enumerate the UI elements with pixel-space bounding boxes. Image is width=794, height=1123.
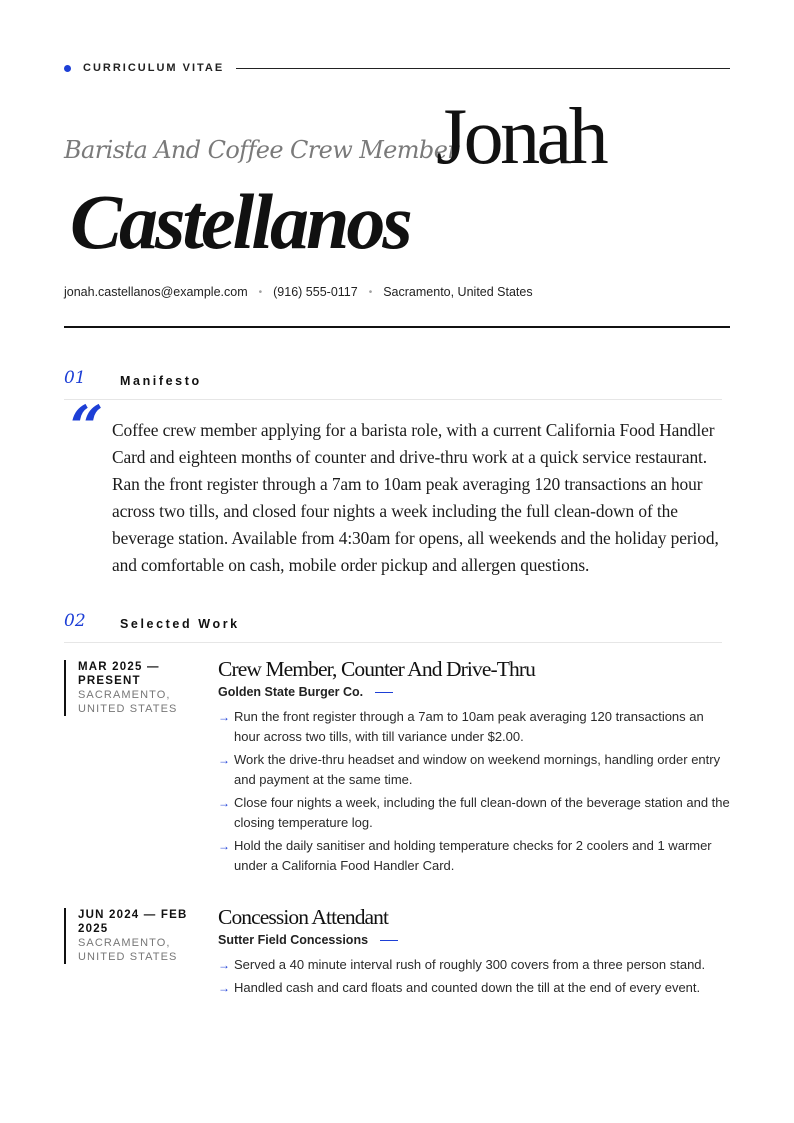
job-title: Crew Member, Counter And Drive-Thru [218, 657, 535, 681]
company-name: Golden State Burger Co. [218, 685, 364, 699]
list-item [218, 750, 733, 790]
bullet-text: Hold the daily sanitiser and holding temperature checks for 2 coolers and 1 warmer under a California Food Handler Card. [234, 838, 712, 873]
manifesto-text: Coffee crew member applying for a barista role, with a current California Food Handler Card and eighteen months of counter and drive-thru work at a quick service restaurant. Ran the front register through a 7am to 10am peak averaging 120 transactions an hour across two tills, and closed four nights a week including the full clean-down of the beverage station. Available from 4:30am for opens, all weekends and the holiday period, and comfortable on cash, mobile order pickup and allergen questions. [112, 420, 719, 575]
job-title: Concession Attendant [218, 905, 389, 929]
job-bullets [218, 707, 733, 876]
document-eyebrow [64, 61, 730, 75]
arrow-right-icon: → [218, 753, 230, 767]
role-title: Barista And Coffee Crew Member [64, 136, 459, 164]
list-item [218, 978, 733, 998]
contact-line [64, 285, 533, 299]
company-dash [380, 940, 398, 941]
job-meta [64, 660, 208, 716]
section-number: 01 [64, 368, 86, 388]
job-meta [64, 908, 208, 964]
section-number: 02 [64, 611, 86, 631]
section-title: Manifesto [120, 374, 202, 388]
bullet-text: Handled cash and card floats and counted down the till at the end of every event. [234, 980, 701, 995]
section-rule [64, 642, 722, 643]
list-item [218, 707, 733, 747]
job-company [218, 685, 733, 699]
last-name: Castellanos [70, 178, 410, 265]
section-title: Selected Work [120, 617, 240, 631]
company-dash [375, 692, 393, 693]
first-name: Jonah [436, 93, 606, 181]
arrow-right-icon: → [218, 796, 230, 810]
contact-separator: • [258, 286, 263, 298]
list-item [218, 955, 733, 975]
eyebrow-label: CURRICULUM VITAE [83, 62, 225, 74]
eyebrow-rule [236, 68, 730, 69]
company-name: Sutter Field Concessions [218, 933, 369, 947]
job-location: SACRAMENTO, UNITED STATES [78, 937, 178, 963]
contact-phone[interactable]: (916) 555-0117 [273, 285, 358, 299]
job-dates: JUN 2024 — FEB 2025 [78, 909, 188, 935]
section-rule [64, 399, 722, 400]
section-header-selected-work [64, 611, 722, 639]
arrow-right-icon: → [218, 839, 230, 853]
job-entry [218, 905, 733, 1001]
arrow-right-icon: → [218, 958, 230, 972]
section-header-manifesto [64, 368, 722, 396]
job-location: SACRAMENTO, UNITED STATES [78, 689, 178, 715]
contact-location: Sacramento, United States [383, 285, 533, 299]
header-divider [64, 326, 730, 328]
job-bullets [218, 955, 733, 998]
list-item [218, 836, 733, 876]
job-company [218, 933, 733, 947]
arrow-right-icon: → [218, 710, 230, 724]
bullet-text: Served a 40 minute interval rush of roughly 300 covers from a three person stand. [234, 957, 706, 972]
job-entry [218, 657, 733, 879]
accent-dot-icon [64, 65, 71, 72]
contact-email[interactable]: jonah.castellanos@example.com [64, 285, 248, 299]
bullet-text: Close four nights a week, including the full clean-down of the beverage station and the closing temperature log. [234, 795, 730, 830]
arrow-right-icon: → [218, 981, 230, 995]
contact-separator: • [368, 286, 373, 298]
list-item [218, 793, 733, 833]
quote-mark-icon: “ [70, 393, 104, 461]
bullet-text: Run the front register through a 7am to 10am peak averaging 120 transactions an hour across two tills, with till variance under $2.00. [234, 709, 704, 744]
job-dates: MAR 2025 — PRESENT [78, 661, 160, 687]
bullet-text: Work the drive-thru headset and window on weekend mornings, handling order entry and payment at the same time. [234, 752, 721, 787]
